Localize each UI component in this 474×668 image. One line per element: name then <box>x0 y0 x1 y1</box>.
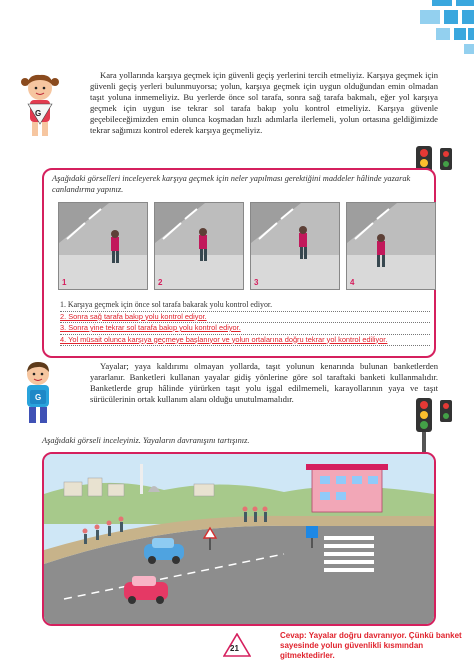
photo-number: 4 <box>350 278 355 287</box>
corner-decoration <box>384 0 474 70</box>
answer-note: Cevap: Yayalar doğru davranıyor. Çünkü banket sayesinde yolun güvenlikli kısmından gitmektedirler. <box>280 631 462 660</box>
photo-number: 3 <box>254 278 259 287</box>
activity2-illustration-box <box>42 452 436 626</box>
traffic-light-icon <box>412 398 458 456</box>
road-scene-illustration <box>44 454 434 624</box>
mascot-badge-boy: G <box>35 393 42 402</box>
shoulder-paragraph: Yayalar; yaya kaldırımı olmayan yollarda, taşıt yolunun kenarında bulunan banketlerden yararlanır. Banketleri kullanan yayalar gidiş yönlerine göre sol taraftaki banketi kullanmalıdır. Banketlerde grup hâlinde yürürken taşıt yolu işgal edilmemeli, karayollarının yaya ve taşıt sürücülerinin ortak kullanım alanı olduğu unutulmamalıdır. <box>90 361 438 404</box>
photo-1 <box>58 202 148 290</box>
street-photo-3 <box>251 203 339 289</box>
photo-number: 1 <box>62 278 67 287</box>
photo-2 <box>154 202 244 290</box>
activity1-title: Aşağıdaki görselleri inceleyerek karşıya geçmek için neler yapılması gerektiğini maddeler hâlinde yazarak canlandırma yapınız. <box>52 174 411 194</box>
photo-number: 2 <box>158 278 163 287</box>
street-photo-4 <box>347 203 435 289</box>
answer-line-2: 2. Sonra sağ tarafa bakıp yolu kontrol ediyor. <box>60 312 430 324</box>
mascot-badge: G <box>35 109 42 118</box>
photo-3 <box>250 202 340 290</box>
mascot-girl-illustration <box>18 72 62 138</box>
answer-lines <box>60 300 430 346</box>
street-photo-1 <box>59 203 147 289</box>
page-number: 21 <box>230 644 239 653</box>
answer-line-3: 3. Sonra yine tekrar sol tarafa bakıp yolu kontrol ediyor. <box>60 323 430 335</box>
answer-line-1: 1. Karşıya geçmek için önce sol tarafa bakarak yolu kontrol ediyor. <box>60 300 430 312</box>
photo-4 <box>346 202 436 290</box>
activity2-title: Aşağıdaki görseli inceleyiniz. Yayaların davranışını tartışınız. <box>42 436 250 445</box>
activity1-box <box>42 168 436 358</box>
answer-line-4: 4. Yol müsait olunca karşıya geçmeye başlanıyor ve yolun ortalarına doğru tekrar yol kontrol ediliyor. <box>60 335 430 346</box>
intro-paragraph: Kara yollarında karşıya geçmek için güvenli geçiş yerlerini tercih etmeliyiz. Karşıya geçmek için güvenli geçiş yerleri bulunmuyorsa; yolun, karşıya geçmek için uygun olduğundan emin olmadan taşıt yoluna inmemeliyiz. Bu yerlerde önce sol tarafa, sonra sağ tarafa bakmalı, eğer yol karşıya geçmek için uygun ise tekrar sol tarafa bakıp yolu kontrol etmeliyiz. Karşıya güvenle geçebileceğimizden emin olunca koşmadan hızlı adımlarla ilerlemeli, yolun ortasına geldiğimizde tekrar sağımızı kontrol ederek karşıya geçmeliyiz. <box>90 70 438 135</box>
street-photo-2 <box>155 203 243 289</box>
